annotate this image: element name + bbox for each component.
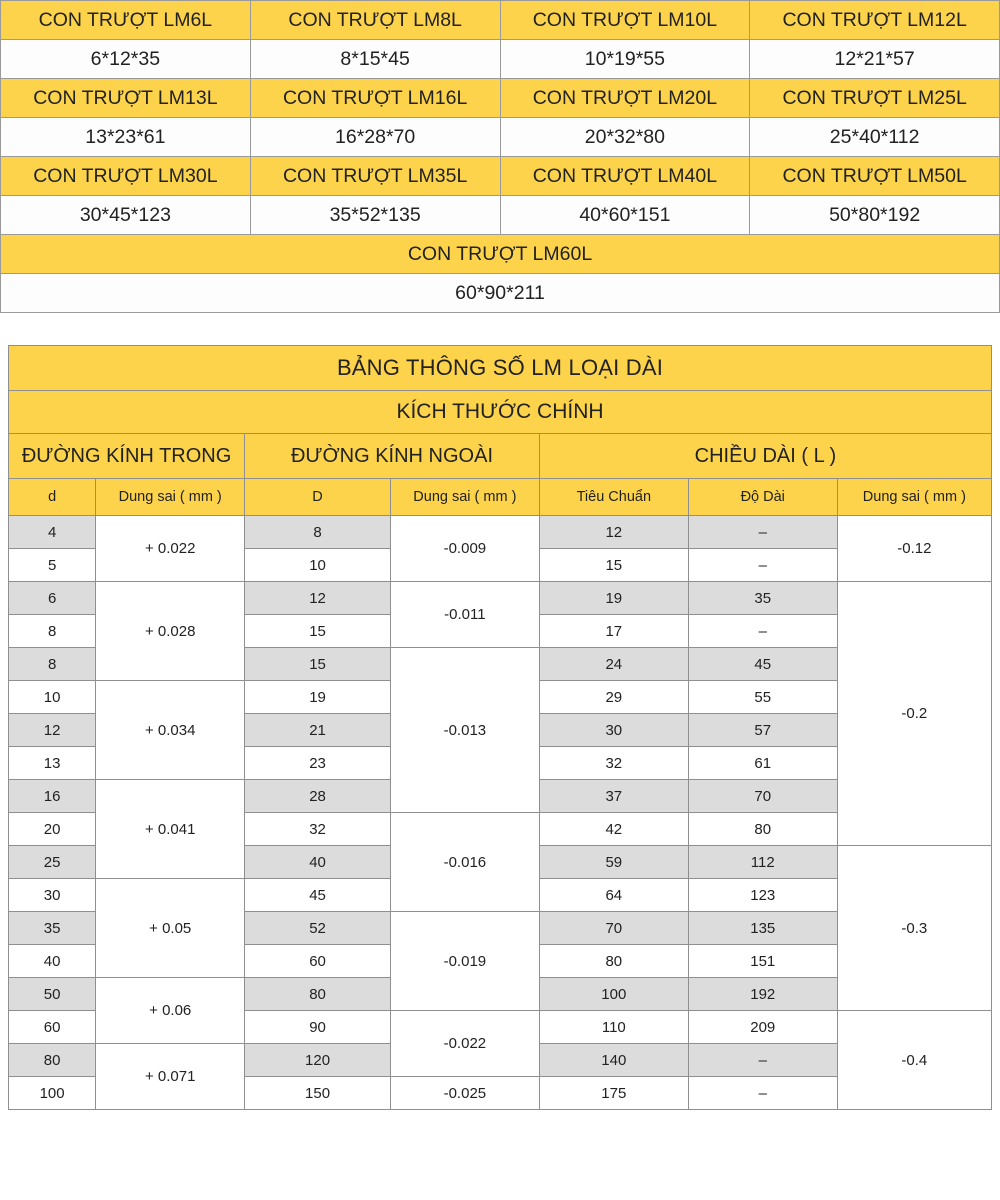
- column-header-len_tol: Dung sai ( mm ): [837, 479, 991, 516]
- cell-d: 6: [9, 582, 96, 615]
- table-row: [9, 516, 992, 549]
- cell-d: 100: [9, 1077, 96, 1110]
- size-cell: 35*52*135: [250, 196, 500, 235]
- spec-group-row: [9, 434, 992, 479]
- cell-standard: 24: [539, 648, 688, 681]
- cell-length: –: [688, 516, 837, 549]
- cell-D: 8: [245, 516, 391, 549]
- cell-length: 192: [688, 978, 837, 1011]
- cell-standard: 59: [539, 846, 688, 879]
- cell-D: 15: [245, 615, 391, 648]
- cell-length: 80: [688, 813, 837, 846]
- cell-standard: 30: [539, 714, 688, 747]
- cell-length: 45: [688, 648, 837, 681]
- size-cell: 20*32*80: [500, 118, 750, 157]
- cell-length-tolerance: -0.2: [837, 582, 991, 846]
- spec-subtitle-row: [9, 391, 992, 434]
- cell-d: 60: [9, 1011, 96, 1044]
- cell-d-tolerance: + 0.071: [96, 1044, 245, 1110]
- model-cell: CON TRƯỢT LM8L: [250, 1, 500, 40]
- cell-length: 135: [688, 912, 837, 945]
- cell-d: 35: [9, 912, 96, 945]
- cell-D-tolerance: -0.019: [390, 912, 539, 1011]
- cell-standard: 70: [539, 912, 688, 945]
- size-cell: 25*40*112: [750, 118, 1000, 157]
- spec-table: [8, 345, 992, 1110]
- model-cell: CON TRƯỢT LM35L: [250, 157, 500, 196]
- cell-d: 20: [9, 813, 96, 846]
- cell-d: 25: [9, 846, 96, 879]
- cell-length: 35: [688, 582, 837, 615]
- cell-D: 52: [245, 912, 391, 945]
- table-row: [1, 196, 1000, 235]
- table-row: [1, 235, 1000, 274]
- column-header-d: d: [9, 479, 96, 516]
- cell-d-tolerance: + 0.034: [96, 681, 245, 780]
- section-gap: [0, 313, 1000, 345]
- model-cell: CON TRƯỢT LM10L: [500, 1, 750, 40]
- cell-standard: 140: [539, 1044, 688, 1077]
- cell-length: –: [688, 615, 837, 648]
- size-cell: 6*12*35: [1, 40, 251, 79]
- cell-d-tolerance: + 0.06: [96, 978, 245, 1044]
- table-row: [1, 40, 1000, 79]
- cell-d-tolerance: + 0.022: [96, 516, 245, 582]
- cell-D: 45: [245, 879, 391, 912]
- cell-standard: 15: [539, 549, 688, 582]
- cell-standard: 42: [539, 813, 688, 846]
- cell-length-tolerance: -0.3: [837, 846, 991, 1011]
- cell-D: 21: [245, 714, 391, 747]
- table-row: [1, 118, 1000, 157]
- cell-length: –: [688, 549, 837, 582]
- cell-length: 70: [688, 780, 837, 813]
- spec-title: BẢNG THÔNG SỐ LM LOẠI DÀI: [9, 346, 992, 391]
- column-header-D_tol: Dung sai ( mm ): [390, 479, 539, 516]
- cell-standard: 37: [539, 780, 688, 813]
- table-row: [1, 79, 1000, 118]
- group-length: CHIỀU DÀI ( L ): [539, 434, 991, 479]
- cell-standard: 29: [539, 681, 688, 714]
- model-cell: CON TRƯỢT LM16L: [250, 79, 500, 118]
- cell-d-tolerance: + 0.05: [96, 879, 245, 978]
- cell-D: 60: [245, 945, 391, 978]
- cell-d: 13: [9, 747, 96, 780]
- group-inner-diameter: ĐƯỜNG KÍNH TRONG: [9, 434, 245, 479]
- cell-standard: 64: [539, 879, 688, 912]
- cell-length: 151: [688, 945, 837, 978]
- cell-standard: 175: [539, 1077, 688, 1110]
- cell-standard: 12: [539, 516, 688, 549]
- cell-length: 55: [688, 681, 837, 714]
- size-cell: 8*15*45: [250, 40, 500, 79]
- cell-D: 40: [245, 846, 391, 879]
- model-cell: CON TRƯỢT LM13L: [1, 79, 251, 118]
- cell-d: 80: [9, 1044, 96, 1077]
- spec-column-header-row: [9, 479, 992, 516]
- cell-length: 61: [688, 747, 837, 780]
- column-header-d_tol: Dung sai ( mm ): [96, 479, 245, 516]
- cell-d: 50: [9, 978, 96, 1011]
- spec-subtitle: KÍCH THƯỚC CHÍNH: [9, 391, 992, 434]
- cell-D-tolerance: -0.022: [390, 1011, 539, 1077]
- cell-d: 40: [9, 945, 96, 978]
- cell-D-tolerance: -0.016: [390, 813, 539, 912]
- group-outer-diameter: ĐƯỜNG KÍNH NGOÀI: [245, 434, 540, 479]
- cell-d: 10: [9, 681, 96, 714]
- table-row: [9, 582, 992, 615]
- model-cell: CON TRƯỢT LM20L: [500, 79, 750, 118]
- model-cell: CON TRƯỢT LM50L: [750, 157, 1000, 196]
- model-cell: CON TRƯỢT LM12L: [750, 1, 1000, 40]
- cell-D-tolerance: -0.013: [390, 648, 539, 813]
- cell-length: 123: [688, 879, 837, 912]
- slider-model-table: [0, 0, 1000, 313]
- cell-D: 19: [245, 681, 391, 714]
- cell-d: 12: [9, 714, 96, 747]
- cell-D: 10: [245, 549, 391, 582]
- cell-D-tolerance: -0.011: [390, 582, 539, 648]
- cell-D: 32: [245, 813, 391, 846]
- size-cell: 50*80*192: [750, 196, 1000, 235]
- cell-standard: 19: [539, 582, 688, 615]
- size-cell: 40*60*151: [500, 196, 750, 235]
- cell-standard: 100: [539, 978, 688, 1011]
- cell-d: 8: [9, 615, 96, 648]
- column-header-len: Độ Dài: [688, 479, 837, 516]
- cell-d: 5: [9, 549, 96, 582]
- cell-length: –: [688, 1077, 837, 1110]
- column-header-D: D: [245, 479, 391, 516]
- table-row: [1, 274, 1000, 313]
- cell-length: 57: [688, 714, 837, 747]
- cell-d: 8: [9, 648, 96, 681]
- size-cell: 30*45*123: [1, 196, 251, 235]
- cell-D-tolerance: -0.025: [390, 1077, 539, 1110]
- cell-d: 30: [9, 879, 96, 912]
- cell-d: 16: [9, 780, 96, 813]
- model-cell: CON TRƯỢT LM25L: [750, 79, 1000, 118]
- size-cell: 12*21*57: [750, 40, 1000, 79]
- cell-d: 4: [9, 516, 96, 549]
- cell-standard: 110: [539, 1011, 688, 1044]
- cell-length: –: [688, 1044, 837, 1077]
- cell-D: 23: [245, 747, 391, 780]
- cell-D: 28: [245, 780, 391, 813]
- cell-length: 112: [688, 846, 837, 879]
- table-row: [1, 157, 1000, 196]
- cell-D: 12: [245, 582, 391, 615]
- table-row: [1, 1, 1000, 40]
- cell-length-tolerance: -0.4: [837, 1011, 991, 1110]
- cell-standard: 17: [539, 615, 688, 648]
- cell-length-tolerance: -0.12: [837, 516, 991, 582]
- cell-standard: 32: [539, 747, 688, 780]
- model-cell: CON TRƯỢT LM30L: [1, 157, 251, 196]
- cell-d-tolerance: + 0.041: [96, 780, 245, 879]
- cell-D-tolerance: -0.009: [390, 516, 539, 582]
- cell-D: 150: [245, 1077, 391, 1110]
- cell-D: 90: [245, 1011, 391, 1044]
- model-cell: CON TRƯỢT LM60L: [1, 235, 1000, 274]
- model-cell: CON TRƯỢT LM6L: [1, 1, 251, 40]
- size-cell: 10*19*55: [500, 40, 750, 79]
- spec-title-row: [9, 346, 992, 391]
- size-cell: 13*23*61: [1, 118, 251, 157]
- cell-D: 120: [245, 1044, 391, 1077]
- size-cell: 16*28*70: [250, 118, 500, 157]
- cell-D: 80: [245, 978, 391, 1011]
- model-cell: CON TRƯỢT LM40L: [500, 157, 750, 196]
- cell-D: 15: [245, 648, 391, 681]
- column-header-std: Tiêu Chuẩn: [539, 479, 688, 516]
- cell-d-tolerance: + 0.028: [96, 582, 245, 681]
- cell-length: 209: [688, 1011, 837, 1044]
- cell-standard: 80: [539, 945, 688, 978]
- size-cell: 60*90*211: [1, 274, 1000, 313]
